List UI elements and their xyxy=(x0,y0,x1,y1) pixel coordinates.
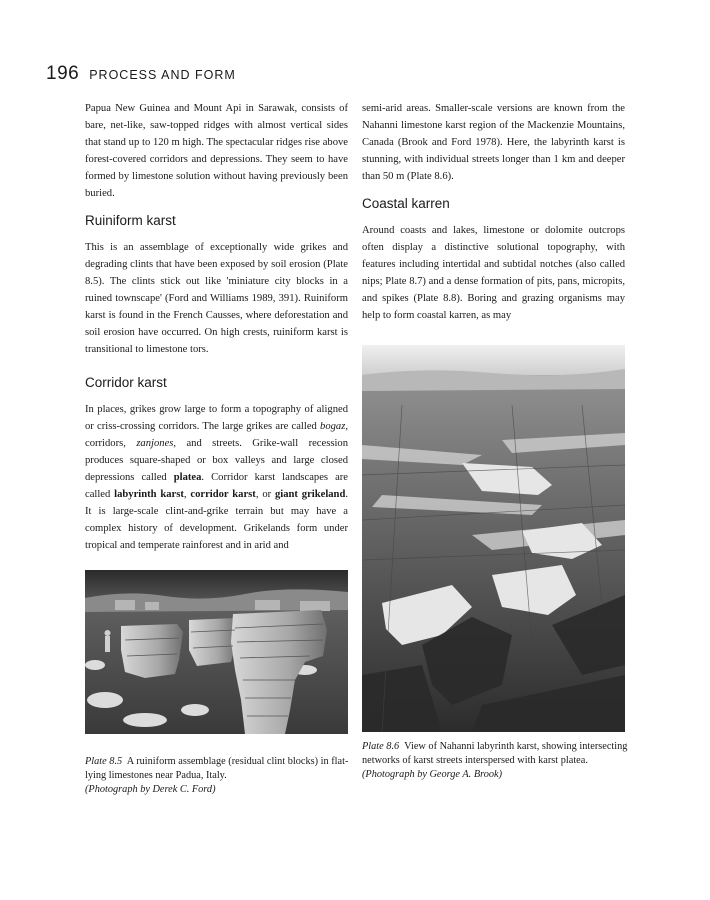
plate-8-6-photo xyxy=(362,345,625,732)
plate-8-5-label: Plate 8.5 xyxy=(85,756,123,767)
term-giant-grikeland: giant grikeland xyxy=(274,489,346,500)
plate-8-6-credit: (Photograph by George A. Brook) xyxy=(362,769,503,780)
plate-8-6-caption xyxy=(362,740,630,782)
corridor-heading: Corridor karst xyxy=(85,375,167,390)
term-labyrinth-karst: labyrinth karst xyxy=(114,489,184,500)
plate-8-5-photo xyxy=(85,570,348,734)
plate-8-5-caption xyxy=(85,755,353,797)
corridor-paragraph: In places, grikes grow large to form a topography of aligned or criss-crossing corridors. The large grikes are called bogaz, corridors, zanjones, and streets. Grike-wall recession produces square-shaped or box valleys and large closed depressions called platea. Corridor karst landscapes are called labyrinth karst, corridor karst, or giant grikeland. It is large-scale clint-and-grike terrain but may have a complex history of development. Grikelands form under tropical and temperate rainforest and in arid and xyxy=(85,404,348,551)
section-title: PROCESS AND FORM xyxy=(89,68,236,82)
page-number: 196 xyxy=(46,63,80,84)
coastal-paragraph: Around coasts and lakes, limestone or dolomite outcrops often display a distinctive solutional topography, with features including intertidal and subtidal notches (also called nips; Plate 8.7) and a dense formation of pits, pans, micropits, and spikes (Plate 8.8). Boring and grazing organisms may help to form coastal karren, as may xyxy=(362,225,625,321)
intro-paragraph: Papua New Guinea and Mount Api in Sarawak, consists of bare, net-like, saw-topped ridges with almost vertical sides that stand up to 120 m high. The spectacular ridges rise above forest-covered corridors and depressions. They seem to have formed by limestone solution without having previously been buried. xyxy=(85,103,348,199)
plate-8-5-credit: (Photograph by Derek C. Ford) xyxy=(85,784,216,795)
continuation-paragraph: semi-arid areas. Smaller-scale versions are known from the Nahanni limestone karst region of the Mackenzie Mountains, Canada (Brook and Ford 1978). Here, the labyrinth karst is stunning, with individual streets longer than 1 km and deeper than 50 m (Plate 8.6). xyxy=(362,103,625,182)
coastal-heading: Coastal karren xyxy=(362,196,450,211)
left-column xyxy=(85,100,348,563)
ruiniform-paragraph: This is an assemblage of exceptionally wide grikes and degrading clints that have been exposed by soil erosion (Plate 8.5). The clints stick out like 'miniature city blocks in a ruined townscape' (Ford and Williams 1989, 391). Ruiniform karst is found in the French Causses, where deforestation and soil erosion have occurred. On high crests, ruiniform karst is transitional to limestone tors. xyxy=(85,242,348,355)
term-zanjones: zanjones xyxy=(136,438,174,449)
ruiniform-heading: Ruiniform karst xyxy=(85,213,176,228)
plate-8-6-text: View of Nahanni labyrinth karst, showing intersecting networks of karst streets interspersed with karst platea. xyxy=(362,741,628,766)
running-header xyxy=(46,63,236,85)
term-platea: platea xyxy=(173,472,202,483)
term-corridor-karst: corridor karst xyxy=(190,489,256,500)
right-column xyxy=(362,100,625,333)
plate-8-5-text: A ruiniform assemblage (residual clint blocks) in flat-lying limestones near Padua, Italy. xyxy=(85,756,349,781)
term-bogaz: bogaz xyxy=(320,421,346,432)
plate-8-6-label: Plate 8.6 xyxy=(362,741,400,752)
